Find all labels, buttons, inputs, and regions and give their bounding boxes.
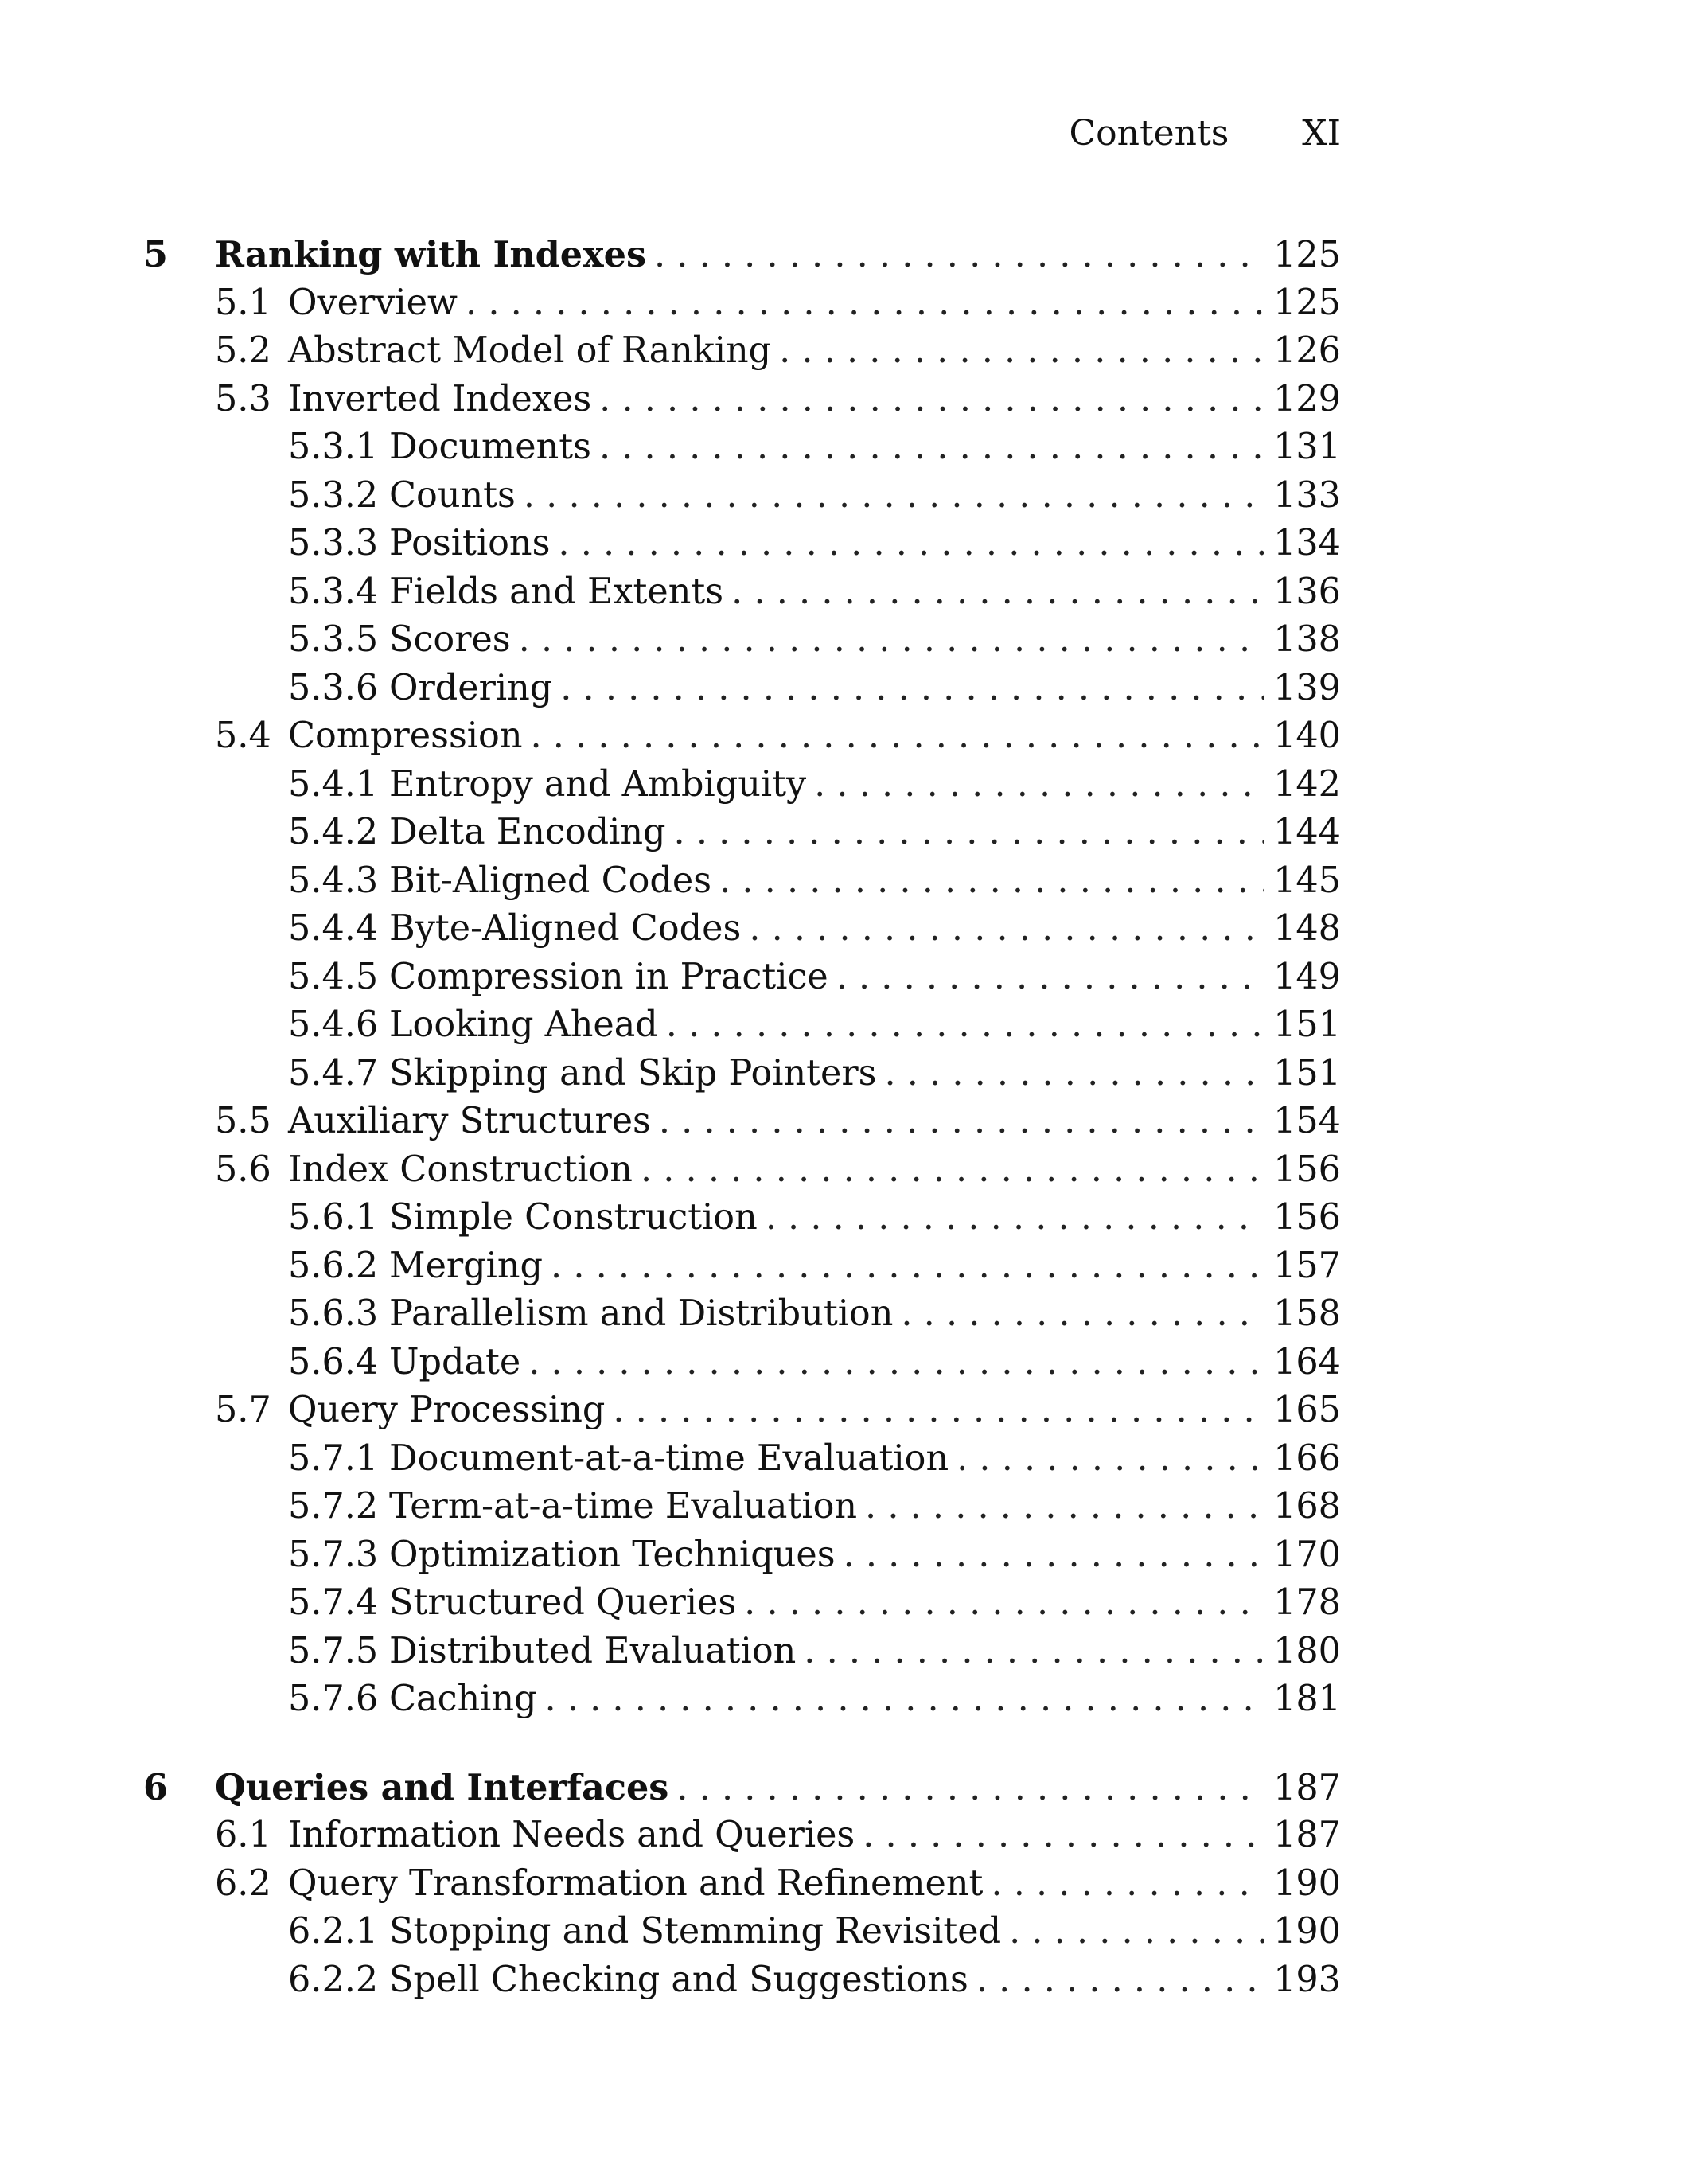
toc-entry-title: Query Processing — [288, 1390, 606, 1430]
dot-leader — [674, 809, 1264, 857]
toc-subsection-entry[interactable] — [143, 857, 1341, 906]
toc-subsection-entry[interactable] — [143, 1242, 1341, 1291]
toc-entry-number: 5.7.4 — [288, 1582, 379, 1623]
dot-leader — [865, 1483, 1264, 1531]
dot-leader — [531, 712, 1264, 761]
toc-entry-page-number: 145 — [1273, 860, 1341, 901]
toc-section-entry[interactable] — [143, 1860, 1341, 1909]
running-head-title: Contents — [1069, 113, 1229, 154]
running-head-page-number: XI — [1302, 113, 1341, 154]
dot-leader — [976, 1956, 1264, 2005]
toc-subsection-entry[interactable] — [143, 616, 1341, 665]
toc-entry-page-number: 158 — [1273, 1293, 1341, 1334]
dot-leader — [528, 1339, 1264, 1387]
toc-entry-page-number: 190 — [1273, 1862, 1341, 1904]
toc-subsection-entry[interactable] — [143, 568, 1341, 617]
dot-leader — [524, 472, 1264, 521]
toc-entry-title: Positions — [389, 523, 551, 564]
toc-section-entry[interactable] — [143, 279, 1341, 328]
toc-entry-number: 5.6.3 — [288, 1293, 379, 1334]
toc-entry-number: 5.7.5 — [288, 1630, 379, 1671]
dot-leader — [844, 1531, 1264, 1580]
toc-entry-number: 5.6 — [215, 1149, 271, 1190]
toc-section-entry[interactable] — [143, 1812, 1341, 1860]
toc-entry-title: Ordering — [389, 667, 553, 708]
toc-entry-title: Index Construction — [288, 1149, 633, 1190]
toc-entry-page-number: 180 — [1273, 1630, 1341, 1671]
toc-entry-number: 5.4.1 — [288, 763, 379, 805]
toc-entry-number: 6.2.1 — [288, 1911, 379, 1952]
toc-entry-title: Distributed Evaluation — [389, 1630, 797, 1671]
toc-entry-title: Documents — [389, 427, 591, 467]
toc-entry-page-number: 138 — [1273, 619, 1341, 660]
toc-entry-title: Update — [389, 1341, 521, 1383]
toc-entry-number: 5.4.5 — [288, 956, 379, 997]
toc-entry-page-number: 166 — [1273, 1437, 1341, 1479]
dot-leader — [654, 232, 1264, 280]
toc-entry-title: Caching — [389, 1679, 537, 1719]
dot-leader — [558, 520, 1264, 568]
dot-leader — [599, 423, 1264, 472]
toc-entry-number: 5.7.1 — [288, 1437, 379, 1479]
toc-entry-page-number: 133 — [1273, 474, 1341, 516]
toc-entry-title: Queries and Interfaces — [215, 1766, 669, 1808]
toc-entry-page-number: 156 — [1273, 1197, 1341, 1238]
dot-leader — [641, 1146, 1264, 1195]
toc-entry-page-number: 170 — [1273, 1534, 1341, 1575]
toc-entry-page-number: 149 — [1273, 956, 1341, 997]
toc-entry-number: 5.1 — [215, 282, 271, 323]
dot-leader — [560, 665, 1264, 713]
toc-entry-title: Optimization Techniques — [389, 1534, 836, 1575]
dot-leader — [744, 1579, 1264, 1628]
toc-subsection-entry[interactable] — [143, 423, 1341, 472]
toc-entry-number: 6.1 — [215, 1815, 271, 1855]
toc-entry-page-number: 193 — [1273, 1959, 1341, 2000]
toc-entry-page-number: 125 — [1273, 235, 1341, 275]
toc-entry-number: 5.4 — [215, 716, 271, 756]
dot-leader — [863, 1812, 1264, 1860]
toc-entry-title: Inverted Indexes — [288, 378, 592, 419]
toc-entry-title: Auxiliary Structures — [288, 1101, 651, 1141]
toc-entry-number: 6 — [143, 1766, 168, 1808]
toc-entry-page-number: 134 — [1273, 523, 1341, 564]
toc-entry-title: Entropy and Ambiguity — [389, 763, 807, 805]
toc-subsection-entry[interactable] — [143, 1435, 1341, 1484]
toc-entry-page-number: 154 — [1273, 1101, 1341, 1141]
dot-leader — [719, 857, 1264, 906]
toc-entry-page-number: 178 — [1273, 1582, 1341, 1623]
toc-entry-page-number: 129 — [1273, 378, 1341, 419]
dot-leader — [666, 1001, 1264, 1050]
toc-entry-page-number: 140 — [1273, 716, 1341, 756]
toc-entry-number: 5.7.2 — [288, 1486, 379, 1527]
toc-entry-number: 5.3.5 — [288, 619, 379, 660]
toc-entry-page-number: 187 — [1273, 1767, 1341, 1808]
table-of-contents — [143, 231, 1341, 2004]
toc-entry-number: 5.2 — [215, 330, 271, 371]
toc-entry-number: 5.4.2 — [288, 812, 379, 852]
dot-leader — [519, 616, 1264, 665]
toc-entry-number: 5.4.7 — [288, 1052, 379, 1094]
dot-leader — [836, 954, 1264, 1002]
toc-entry-title: Query Transformation and Refinement — [288, 1862, 984, 1904]
toc-subsection-entry[interactable] — [143, 1908, 1341, 1956]
toc-section-entry[interactable] — [143, 712, 1341, 761]
toc-subsection-entry[interactable] — [143, 1050, 1341, 1098]
toc-entry-title: Merging — [389, 1245, 544, 1286]
toc-entry-title: Delta Encoding — [389, 812, 666, 852]
toc-entry-number: 5.3.2 — [288, 474, 379, 516]
dot-leader — [659, 1098, 1264, 1146]
running-head — [1069, 110, 1341, 158]
toc-subsection-entry[interactable] — [143, 1001, 1341, 1050]
toc-entry-title: Abstract Model of Ranking — [288, 330, 772, 371]
toc-entry-page-number: 168 — [1273, 1486, 1341, 1527]
toc-entry-page-number: 151 — [1273, 1052, 1341, 1094]
toc-entry-title: Stopping and Stemming Revisited — [389, 1911, 1002, 1952]
toc-entry-title: Byte-Aligned Codes — [389, 908, 742, 949]
toc-entry-page-number: 190 — [1273, 1911, 1341, 1952]
toc-subsection-entry[interactable] — [143, 1531, 1341, 1580]
toc-entry-title: Counts — [389, 474, 516, 516]
toc-entry-title: Compression in Practice — [389, 956, 828, 997]
chapter-block — [143, 1764, 1341, 2005]
toc-section-entry[interactable] — [143, 1146, 1341, 1195]
dot-leader — [1009, 1908, 1264, 1956]
toc-entry-number: 6.2.2 — [288, 1959, 379, 2000]
toc-entry-title: Fields and Extents — [389, 571, 724, 612]
toc-subsection-entry[interactable] — [143, 905, 1341, 954]
chapter-block — [143, 231, 1341, 1724]
toc-subsection-entry[interactable] — [143, 1339, 1341, 1387]
toc-entry-title: Parallelism and Distribution — [389, 1293, 894, 1334]
toc-entry-page-number: 156 — [1273, 1149, 1341, 1190]
toc-entry-title: Document-at-a-time Evaluation — [389, 1437, 949, 1479]
toc-subsection-entry[interactable] — [143, 1290, 1341, 1339]
toc-subsection-entry[interactable] — [143, 761, 1341, 809]
toc-subsection-entry[interactable] — [143, 1628, 1341, 1676]
toc-entry-number: 5.6.1 — [288, 1197, 379, 1238]
dot-leader — [884, 1050, 1264, 1098]
toc-entry-page-number: 131 — [1273, 427, 1341, 467]
toc-entry-page-number: 148 — [1273, 908, 1341, 949]
toc-entry-number: 5.3.6 — [288, 667, 379, 708]
toc-section-entry[interactable] — [143, 1386, 1341, 1435]
toc-entry-page-number: 142 — [1273, 763, 1341, 805]
toc-subsection-entry[interactable] — [143, 954, 1341, 1002]
dot-leader — [749, 905, 1264, 954]
toc-subsection-entry[interactable] — [143, 665, 1341, 713]
toc-entry-number: 6.2 — [215, 1862, 271, 1904]
toc-entry-number: 5.4.4 — [288, 908, 379, 949]
toc-chapter-entry[interactable] — [143, 1764, 1341, 1812]
toc-entry-page-number: 164 — [1273, 1341, 1341, 1383]
dot-leader — [804, 1628, 1264, 1676]
toc-entry-page-number: 181 — [1273, 1679, 1341, 1719]
toc-entry-page-number: 144 — [1273, 812, 1341, 852]
toc-entry-title: Scores — [389, 619, 511, 660]
dot-leader — [599, 376, 1264, 424]
toc-subsection-entry[interactable] — [143, 472, 1341, 521]
dot-leader — [957, 1435, 1264, 1484]
toc-subsection-entry[interactable] — [143, 1956, 1341, 2005]
toc-entry-page-number: 136 — [1273, 571, 1341, 612]
toc-entry-title: Overview — [288, 282, 458, 323]
toc-entry-number: 5.7.3 — [288, 1534, 379, 1575]
toc-section-entry[interactable] — [143, 376, 1341, 424]
toc-chapter-entry[interactable] — [143, 231, 1341, 279]
dot-leader — [466, 279, 1264, 328]
toc-entry-page-number: 139 — [1273, 667, 1341, 708]
toc-subsection-entry[interactable] — [143, 1483, 1341, 1531]
toc-section-entry[interactable] — [143, 1098, 1341, 1146]
toc-entry-title: Ranking with Indexes — [215, 234, 646, 275]
toc-section-entry[interactable] — [143, 327, 1341, 376]
dot-leader — [545, 1675, 1264, 1724]
toc-subsection-entry[interactable] — [143, 1194, 1341, 1242]
dot-leader — [766, 1194, 1264, 1242]
toc-entry-number: 5.6.2 — [288, 1245, 379, 1286]
toc-entry-number: 5.4.3 — [288, 860, 379, 901]
toc-entry-number: 5 — [143, 234, 168, 275]
dot-leader — [814, 761, 1264, 809]
toc-entry-title: Structured Queries — [389, 1582, 737, 1623]
dot-leader — [551, 1242, 1264, 1291]
toc-subsection-entry[interactable] — [143, 1579, 1341, 1628]
toc-subsection-entry[interactable] — [143, 1675, 1341, 1724]
toc-entry-number: 5.3.4 — [288, 571, 379, 612]
toc-subsection-entry[interactable] — [143, 809, 1341, 857]
toc-entry-page-number: 157 — [1273, 1245, 1341, 1286]
toc-entry-page-number: 151 — [1273, 1004, 1341, 1045]
toc-entry-number: 5.3 — [215, 378, 271, 419]
toc-entry-number: 5.7.6 — [288, 1679, 379, 1719]
dot-leader — [901, 1290, 1264, 1339]
toc-entry-title: Bit-Aligned Codes — [389, 860, 712, 901]
toc-entry-number: 5.6.4 — [288, 1341, 379, 1383]
dot-leader — [676, 1765, 1264, 1813]
dot-leader — [991, 1860, 1264, 1909]
toc-entry-title: Simple Construction — [389, 1197, 758, 1238]
dot-leader — [613, 1386, 1264, 1435]
toc-entry-number: 5.3.1 — [288, 427, 379, 467]
toc-entry-title: Skipping and Skip Pointers — [389, 1052, 877, 1094]
toc-entry-page-number: 126 — [1273, 330, 1341, 371]
toc-subsection-entry[interactable] — [143, 520, 1341, 568]
toc-entry-number: 5.5 — [215, 1101, 271, 1141]
toc-entry-number: 5.3.3 — [288, 523, 379, 564]
toc-entry-title: Information Needs and Queries — [288, 1815, 855, 1855]
toc-entry-number: 5.4.6 — [288, 1004, 379, 1045]
toc-entry-title: Spell Checking and Suggestions — [389, 1959, 968, 2000]
dot-leader — [779, 327, 1264, 376]
toc-entry-page-number: 165 — [1273, 1390, 1341, 1430]
toc-entry-title: Term-at-a-time Evaluation — [389, 1486, 858, 1527]
toc-entry-page-number: 125 — [1273, 282, 1341, 323]
dot-leader — [731, 568, 1264, 617]
toc-entry-number: 5.7 — [215, 1390, 271, 1430]
toc-entry-title: Compression — [288, 716, 523, 756]
toc-entry-page-number: 187 — [1273, 1815, 1341, 1855]
toc-entry-title: Looking Ahead — [389, 1004, 658, 1045]
